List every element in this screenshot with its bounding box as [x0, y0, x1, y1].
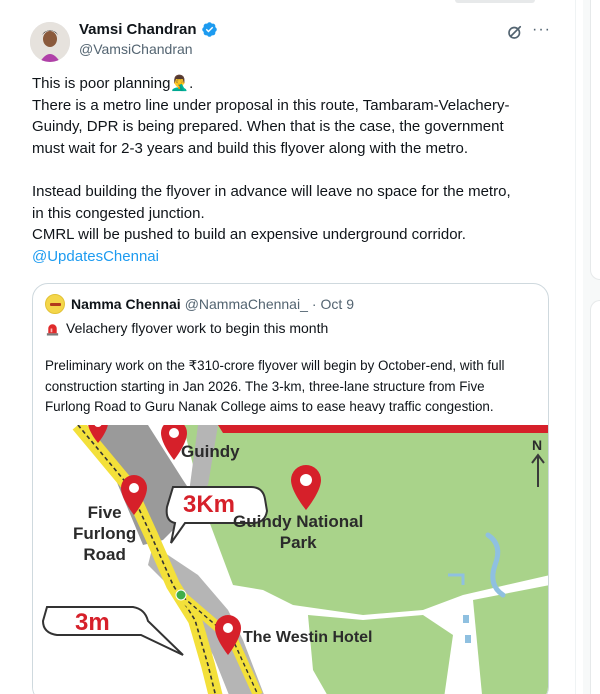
- quoted-handle[interactable]: @NammaChennai_: [184, 296, 308, 312]
- north-label: N: [532, 437, 543, 453]
- quoted-title: [45, 320, 328, 336]
- quoted-author-row[interactable]: [45, 294, 354, 314]
- junction-marker: [176, 590, 186, 600]
- quoted-avatar[interactable]: [45, 294, 65, 314]
- tweet-line: in this congested junction.: [32, 204, 205, 222]
- quoted-date[interactable]: Oct 9: [320, 296, 354, 312]
- park-area: [473, 585, 549, 694]
- map-image[interactable]: [33, 425, 549, 694]
- grok-icon[interactable]: [506, 23, 524, 41]
- callout-3km: 3Km: [183, 491, 236, 518]
- tweet-line: must wait for 2-3 years and build this flyover along with the metro.: [32, 139, 469, 157]
- tweet-line: This is poor planning🤦‍♂️.: [32, 75, 194, 92]
- tweet-text: [32, 73, 562, 267]
- quoted-tweet[interactable]: [32, 283, 549, 694]
- separator-dot: ·: [311, 296, 317, 312]
- quoted-display-name[interactable]: Namma Chennai: [71, 296, 181, 312]
- more-icon[interactable]: ···: [532, 21, 551, 38]
- right-sidebar-edge: [583, 0, 600, 694]
- map-label-line: Road: [83, 545, 126, 564]
- pond: [463, 615, 469, 623]
- map-label-line: Guindy National: [233, 512, 364, 531]
- tweet-line: Guindy, DPR is being prepared. When that is the case, the government: [32, 118, 504, 136]
- map-label-five-furlong: [73, 502, 136, 565]
- quoted-title-text: Velachery flyover work to begin this month: [66, 320, 329, 336]
- tweet-line: CMRL will be pushed to build an expensive underground corridor.: [32, 226, 466, 244]
- mention-link[interactable]: @UpdatesChennai: [32, 247, 159, 265]
- map-label-national-park: [233, 511, 363, 553]
- verified-icon: [201, 21, 218, 38]
- quoted-body-line: Preliminary work on the ₹310-crore flyover will begin by October-end, with full: [45, 358, 505, 373]
- banner: [218, 425, 549, 433]
- pond: [465, 635, 471, 643]
- paragraph-gap: [32, 159, 562, 181]
- author-handle[interactable]: @VamsiChandran: [79, 41, 193, 57]
- quoted-body: [45, 356, 540, 418]
- map-label-westin: The Westin Hotel: [243, 629, 373, 646]
- quoted-body-line: Furlong Road to Guru Nanak College aims to ease heavy traffic congestion.: [45, 399, 494, 414]
- column-divider: [575, 0, 576, 694]
- siren-icon: [45, 321, 60, 336]
- sidebar-card-edge: [590, 300, 600, 694]
- author-name-row[interactable]: [79, 21, 218, 38]
- callout-3m: 3m: [75, 609, 110, 636]
- callout-3m-box: [43, 607, 183, 655]
- map-label-guindy: Guindy: [181, 442, 240, 461]
- tweet-line: There is a metro line under proposal in this route, Tambaram-Velachery-: [32, 96, 510, 114]
- map-label-line: Furlong: [73, 524, 137, 543]
- display-name[interactable]: Vamsi Chandran: [79, 21, 197, 38]
- avatar[interactable]: [30, 22, 70, 62]
- tweet-line: Instead building the flyover in advance will leave no space for the metro,: [32, 182, 511, 200]
- quoted-body-line: construction starting in Jan 2026. The 3-km, three-lane structure from Five: [45, 378, 485, 394]
- map-label-line: Five: [87, 503, 122, 522]
- map-label-line: Park: [279, 533, 317, 552]
- avatar-image: [30, 22, 70, 62]
- sidebar-card-edge: [590, 0, 600, 280]
